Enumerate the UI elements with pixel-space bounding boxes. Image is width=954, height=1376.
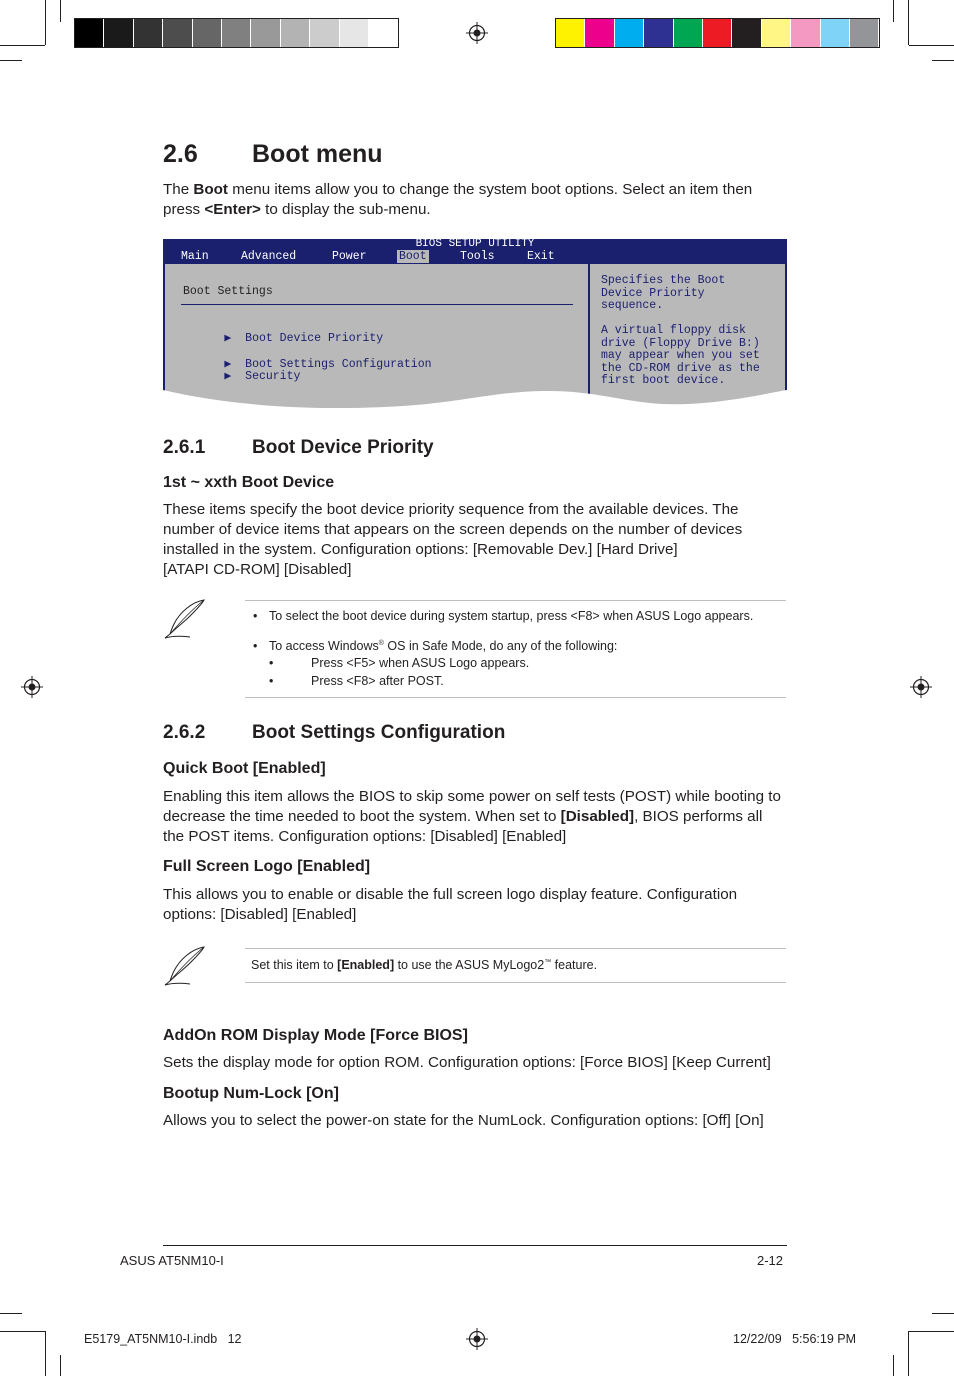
item-heading: Quick Boot [Enabled] [163, 760, 326, 777]
submenu-arrow-icon: ▶ [224, 331, 232, 345]
bios-title: BIOS SETUP UTILITY [415, 238, 535, 250]
item-heading: Full Screen Logo [Enabled] [163, 858, 371, 875]
intro-text: to display the sub-menu. [260, 201, 431, 218]
subsection-number: 2.6.2 [163, 722, 206, 743]
color-swatch [251, 19, 279, 47]
note-top-rule [245, 600, 786, 601]
menu-item-boot-device-priority[interactable]: Boot Device Priority [245, 331, 384, 345]
note-bullet [253, 639, 618, 653]
feather-pen-icon [162, 598, 208, 640]
section-heading [163, 140, 383, 169]
color-swatch [75, 19, 103, 47]
item-text: These items specify the boot device priority sequence from the available devices. The number of device items that appears on the screen depends on the number of devices installed in the system. Configuration options: [Removable Dev.] [Hard Drive] [163, 501, 743, 558]
registration-mark-icon [466, 1328, 488, 1350]
color-swatch [585, 19, 613, 47]
note-bottom-rule [245, 982, 786, 983]
torn-edge [163, 382, 787, 415]
intro-text: The [163, 181, 194, 198]
item-heading: AddOn ROM Display Mode [Force BIOS] [163, 1027, 468, 1044]
color-swatch [281, 19, 309, 47]
note-bottom-rule [245, 697, 786, 698]
note-text: Set this item to [Enabled] to use the ASUS MyLogo2™ feature. [251, 958, 598, 972]
subsection-title: Boot Settings Configuration [252, 722, 506, 743]
footer-product: ASUS AT5NM10-I [120, 1253, 224, 1268]
registration-mark-icon [910, 676, 932, 698]
color-swatch [703, 19, 731, 47]
bios-divider [181, 304, 573, 305]
note-sub-bullet-text: Press <F5> when ASUS Logo appears. [311, 656, 530, 670]
registration-mark-icon [466, 22, 488, 44]
item-description: Sets the display mode for option ROM. Configuration options: [Force BIOS] [Keep Current] [163, 1054, 771, 1071]
color-swatch [644, 19, 672, 47]
color-swatch [615, 19, 643, 47]
intro-bold-boot: Boot [193, 181, 228, 198]
color-swatch [821, 19, 849, 47]
item-heading: Bootup Num-Lock [On] [163, 1085, 339, 1102]
color-swatch [104, 19, 132, 47]
color-swatch [791, 19, 819, 47]
bios-panel-heading: Boot Settings [183, 285, 273, 298]
subsection-heading [163, 722, 506, 744]
section-intro [163, 180, 787, 220]
note-bullet-text: To select the boot device during system startup, press <F8> when ASUS Logo appears. [269, 609, 754, 623]
note-top-rule [245, 948, 786, 949]
item-description [163, 500, 787, 580]
color-swatch [310, 19, 338, 47]
item-text: , BIOS performs all the POST items. Configuration options: [Disabled] [Enabled] [163, 808, 763, 845]
item-description: Allows you to select the power-on state for the NumLock. Configuration options: [Off] [On] [163, 1112, 764, 1129]
item-description [163, 787, 787, 847]
menu-item-security[interactable]: Security [245, 369, 301, 383]
color-swatch [762, 19, 790, 47]
item-bold: [Disabled] [560, 808, 635, 825]
intro-bold-enter: <Enter> [204, 201, 261, 218]
subsection-number: 2.6.1 [163, 437, 206, 458]
menu-item-boot-settings-configuration[interactable]: Boot Settings Configuration [245, 357, 432, 371]
note-sub-bullet [269, 674, 444, 688]
item-heading: 1st ~ xxth Boot Device [163, 474, 335, 491]
color-swatch [163, 19, 191, 47]
footer-rule [163, 1245, 787, 1246]
slug-timestamp: 12/22/09 5:56:19 PM [733, 1332, 857, 1346]
bios-header [163, 239, 787, 264]
tab-main[interactable]: Main [181, 250, 209, 263]
note-sub-bullet-text: Press <F8> after POST. [311, 674, 444, 688]
tab-power[interactable]: Power [332, 250, 367, 263]
color-swatch [222, 19, 250, 47]
subsection-title: Boot Device Priority [252, 437, 434, 458]
submenu-arrow-icon: ▶ [224, 369, 232, 383]
feather-pen-icon [162, 945, 208, 987]
section-title: Boot menu [252, 140, 383, 168]
tab-advanced[interactable]: Advanced [241, 250, 297, 263]
bullet-icon: • [253, 609, 258, 623]
color-swatch [556, 19, 584, 47]
footer-page-number: 2-12 [757, 1253, 784, 1268]
color-swatch [732, 19, 760, 47]
tab-exit[interactable]: Exit [527, 250, 555, 263]
subsection-heading [163, 437, 434, 459]
slug-filename: E5179_AT5NM10-I.indb 12 [84, 1332, 242, 1346]
tab-boot[interactable]: Boot [399, 250, 427, 263]
item-description: This allows you to enable or disable the full screen logo display feature. Configuration options: [Disabled] [Enabled] [163, 886, 738, 923]
color-swatch [340, 19, 368, 47]
section-number: 2.6 [163, 140, 198, 168]
color-swatch [369, 19, 397, 47]
note-bullet [253, 609, 754, 623]
color-swatch [674, 19, 702, 47]
submenu-arrow-icon: ▶ [224, 357, 232, 371]
note-bullet-text: To access Windows® OS in Safe Mode, do any of the following: [269, 639, 618, 653]
intro-text: menu items allow you to change the system boot options. Select an item then press [163, 181, 753, 218]
color-swatch [850, 19, 878, 47]
bullet-icon: • [269, 656, 274, 670]
tab-tools[interactable]: Tools [460, 250, 495, 263]
bullet-icon: • [253, 639, 258, 653]
item-text: [ATAPI CD-ROM] [Disabled] [163, 561, 352, 578]
bullet-icon: • [269, 674, 274, 688]
color-swatch [193, 19, 221, 47]
color-swatch [134, 19, 162, 47]
bios-help-text: Specifies the Boot Device Priority sequence. A virtual floppy disk drive (Floppy Drive B:) may appear when you set the CD-ROM drive as the first boot device. [601, 274, 760, 387]
bios-screenshot [163, 239, 787, 414]
item-text: Enabling this item allows the BIOS to skip some power on self tests (POST) while booting to decrease the time needed to boot the system. When set to [163, 788, 781, 825]
note-sub-bullet [269, 656, 530, 670]
registration-mark-icon [21, 676, 43, 698]
